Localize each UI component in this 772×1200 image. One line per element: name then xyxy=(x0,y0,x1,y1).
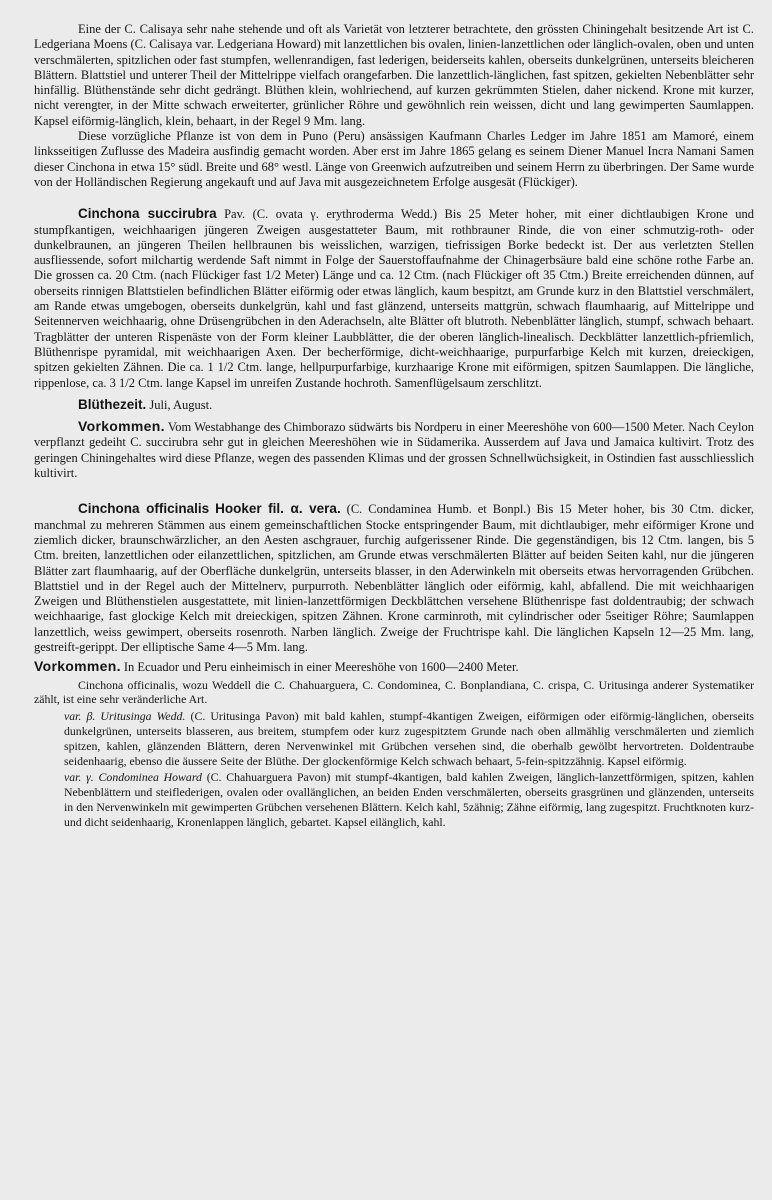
variety-condominea-label: var. γ. Condominea Howard xyxy=(64,770,202,785)
variety-uritusinga-text: (C. Uritusinga Pavon) mit bald kahlen, stumpf-4kantigen Zweigen, eiförmigen oder eiförmig-länglichen, oberseits dunkelgrünen, unterseits blasseren, aus breitem, stumpfem oder kurz zugespitztem Grunde nach oben allmählig verschmälerten und ziemlich spitzen, kahlen, glänzenden Blättern, deren Nervenwinkel mit Grübchen versehen sind, die oberhalb gewölbt hervortreten. Doldentraube seidenhaarig, ebenso die äussere Seite der Blüthe. Der glockenförmige Kelch schwach behaart, 5-fein-spitzzähnig. Kapsel eiförmig. xyxy=(64,709,754,768)
officinalis-note: Cinchona officinalis, wozu Weddell die C. Chahuarguera, C. Condominea, C. Bonplandiana, C. crispa, C. Uritusinga anderer Systematiker zählt, ist eine sehr veränderliche Art. xyxy=(34,677,754,707)
section-officinalis xyxy=(34,501,754,655)
species-title-succirubra: Cinchona succirubra xyxy=(78,206,217,222)
bluethezeit-line xyxy=(34,397,754,413)
vorkommen-succirubra xyxy=(34,419,754,481)
vorkommen-officinalis xyxy=(34,659,754,675)
succirubra-description: Pav. (C. ovata γ. erythroderma Wedd.) Bis 25 Meter hoher, mit einer dichtlaubigen Krone und stumpfkantigen, weichhaarigen jüngeren Zweigen ausgestatteter Baum, mit rothbrauner Rinde, die von einer schmutzig-roth- oder dunkelbraunen, an jüngeren Theilen hellbraunen bis weisslichen, warzigen, tiefrissigen Borke bedeckt ist. Der aus verletzten Stellen ausfliessende, sofort milchartig werdende Saft nimmt in Folge der Sauerstoffaufnahme der Chinagerbsäure bald eine schöne rothe Farbe an. Die grossen ca. 20 Ctm. (nach Flückiger fast 1/2 Meter) Länge und ca. 12 Ctm. (nach Flückiger oft 35 Ctm.) Breite erreichenden dünnen, auf oberseits rinnigen Blattstielen befindlichen Blätter eiförmig oder etwas länglich, kaum bespitzt, am Grunde kurz in den Blattstiel verschmälert, am Rande etwas umgebogen, oberseits dunkelgrün, kahl und fast glänzend, unterseits mattgrün, schwach flaumhaarig, auf Mittelrippe und Seitennerven weichhaarig, ohne Drüsengrübchen in den Aderachseln, alte Blätter oft blutroth. Nebenblätter länglich, stumpf, schwach behaart. Tragblätter der unteren Rispenäste von der Form kleiner Laubblätter, die der oberen länglich-linealisch. Deckblätter lanzettlich-pfriemlich, Blüthenrispe pyramidal, mit weichhaarigen Axen. Der becherförmige, dicht-weichhaarige, purpurfarbige Kelch mit kurzen, dreieckigen, spitzen gekielten Zähnen. Die ca. 1 1/2 Ctm. lange, hellpurpurfarbige, kurzhaarige Krone mit eiförmigen, spitzen Saumlappen. Die längliche, rippenlose, ca. 3 1/2 Ctm. lange Kapsel im unreifen Zustande hochroth. Samenflügelsaum zerschlitzt. xyxy=(34,207,754,390)
variety-uritusinga-label: var. β. Uritusinga Wedd. xyxy=(64,709,186,724)
officinalis-description: (C. Condaminea Humb. et Bonpl.) Bis 15 Meter hoher, bis 30 Ctm. dicker, manchmal zu mehreren Stämmen aus einem gemeinschaftlichen Stocke entspringender Baum, mit dichtlaubiger, mehr eiförmiger Krone und ziemlich dicker, braunschwärzlicher, an den Aesten aschgrauer, furchig aufgerissener Rinde. Die gegenständigen, bis 12 Ctm. langen, bis 5 Ctm. breiten, lanzettlichen oder eilanzettlichen, spitzlichen, am Grunde etwas verschmälerten Blätter auf beiden Seiten kahl, nur die jüngeren Blätter zart flaumhaarig, auf der Oberfläche dunkelgrün, unterseits blasser, in den Aderwinkeln mit oberseits etwas hervorragenden Grübchen. Blattstiel und in der Regel auch der Mittelnerv, purpurroth. Nebenblätter länglich oder eiförmig, kahl, abfallend. Die mit weichhaarigen Zweigen und Blüthenstielen ausgestattete, mit linien-lanzettförmigen Deckblättchen versehene Blüthenrispe fast doldentraubig; der schwach weichhaarige, fast glockige Kelch mit dreieckigen, spitzen Zähnen. Krone carminroth, mit cylindrischer oder 5seitiger Röhre; Saumlappen lanzettlich, weiss gewimpert, oberseits rosenroth. Narben länglich. Zweige der Fruchtrispe kahl. Die länglichen Kapseln 12—25 Mm. lang, gestreift-gerippt. Der elliptische Same 4—5 Mm. lang. xyxy=(34,502,755,654)
vorkommen-label: Vorkommen. xyxy=(78,418,165,435)
bluethezeit-text: Juli, August. xyxy=(149,397,213,412)
vorkommen-succirubra-text: Vom Westabhange des Chimborazo südwärts bis Nordperu in einer Meereshöhe von 600—1500 Meter. Nach Ceylon verpflanzt gedeiht C. succirubra sehr gut in gleichen Meereshöhen wie in Südamerika. Ausserdem auf Java und Jamaica kultivirt. Trotz des geringen Chiningehaltes wird diese Pflanze, wegen des passenden Klimas und der grossen Schnellwüchsigkeit, in Ostindien fast ausschliesslich kultivirt. xyxy=(34,420,754,481)
vorkommen-officinalis-text: In Ecuador und Peru einheimisch in einer Meereshöhe von 1600—2400 Meter. xyxy=(123,660,519,675)
officinalis-authority: Hooker fil. α. vera. xyxy=(215,501,341,517)
vorkommen-label: Vorkommen. xyxy=(34,658,121,675)
section-succirubra xyxy=(34,206,754,391)
variety-condominea-text: (C. Chahuarguera Pavon) mit stumpf-4kantigen, bald kahlen Zweigen, länglich-lanzettförmigen, spitzen, kahlen Nebenblättern und steiflederigen, ovalen oder ovallänglichen, an beiden Enden verschmälerten, oberseits grasgrünen und glänzenden, unterseits in den Nervenwinkeln mit gewimperten Grübchen versehenen Blättern. Kelch kahl, 5zähnig; Zähne eiförmig, lang zugespitzt. Fruchtknoten kurz- und dicht seidenhaarig, Kronenlappen länglich, gebartet. Kapsel eilänglich, kahl. xyxy=(64,770,754,829)
bluethezeit-label: Blüthezeit. xyxy=(78,396,147,412)
variety-condominea xyxy=(64,770,754,829)
paragraph-ledger-history: Diese vorzügliche Pflanze ist von dem in Puno (Peru) ansässigen Kaufmann Charles Ledger im Jahre 1851 am Mamoré, einem linksseitigen Zuflusse des Madeira ausfindig gemacht worden. Aber erst im Jahre 1865 gelang es seinem Diener Manuel Incra Namani Samen dieser Cinchona in etwa 15° südl. Breite und 68° westl. Länge von Greenwich aufzutreiben und seinem Herrn zu überbringen. Der Same wurde von der Holländischen Regierung angekauft und auf Java mit ausgezeichnetem Erfolge ausgesät (Flückiger). xyxy=(34,129,754,189)
species-title-officinalis: Cinchona officinalis xyxy=(78,501,210,517)
variety-uritusinga xyxy=(64,709,754,768)
paragraph-ledgeriana: Eine der C. Calisaya sehr nahe stehende und oft als Varietät von letzterer betrachtete, den grössten Chiningehalt besitzende Art ist C. Ledgeriana Moens (C. Calisaya var. Ledgeriana Howard) mit lanzettlichen bis ovalen, linien-lanzettlichen oder länglich-ovalen, oben und unten verschmälerten, spitzlichen oder fast stumpfen, wellenrandigen, fast lederigen, beiderseits kahlen, oberseits dunkelgrünen, unterseits bleicheren Blättern. Blattstiel und unterer Theil der Mittelrippe vielfach orangefarben. Die lanzettlich-länglichen, fast spitzen, gekielten Nebenblätter sehr hinfällig. Blüthenstände sehr dicht gedrängt. Blüthen klein, wohlriechend, auf kurzen gekrümmten Stielen, daher nickend. Krone mit kurzer, nicht verengter, in der Mitte schwach erweiterter, grünlicher Röhre und gewöhnlich rein weissen, dicht und lang gewimperten Saumlappen. Kapsel eiförmig-länglich, klein, behaart, in der Regel 9 Mm. lang. xyxy=(34,22,754,128)
